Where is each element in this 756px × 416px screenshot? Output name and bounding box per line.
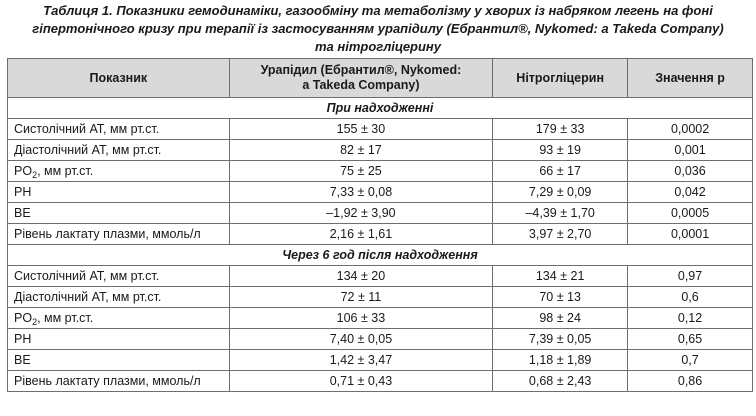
- nitroglycerin-cell: 0,68 ± 2,43: [493, 371, 628, 392]
- p-value-cell: 0,0005: [628, 203, 753, 224]
- table-row: [8, 161, 753, 182]
- section-row: [8, 98, 753, 119]
- section-row: [8, 245, 753, 266]
- header-nitroglycerin: Нітрогліцерин: [493, 59, 628, 98]
- urapidil-cell: –1,92 ± 3,90: [229, 203, 493, 224]
- header-row: [8, 59, 753, 98]
- table-row: [8, 224, 753, 245]
- nitroglycerin-cell: 1,18 ± 1,89: [493, 350, 628, 371]
- nitroglycerin-cell: 179 ± 33: [493, 119, 628, 140]
- p-value-cell: 0,6: [628, 287, 753, 308]
- nitroglycerin-cell: 98 ± 24: [493, 308, 628, 329]
- table-row: [8, 203, 753, 224]
- urapidil-cell: 0,71 ± 0,43: [229, 371, 493, 392]
- p-value-cell: 0,0001: [628, 224, 753, 245]
- urapidil-cell: 155 ± 30: [229, 119, 493, 140]
- nitroglycerin-cell: 3,97 ± 2,70: [493, 224, 628, 245]
- table-row: [8, 329, 753, 350]
- table-row: [8, 350, 753, 371]
- table-row: [8, 266, 753, 287]
- urapidil-cell: 82 ± 17: [229, 140, 493, 161]
- indicator-cell: PH: [8, 182, 230, 203]
- table-row: [8, 287, 753, 308]
- urapidil-cell: 75 ± 25: [229, 161, 493, 182]
- section-title: При надходженні: [8, 98, 753, 119]
- indicator-cell: $PO_2$, мм рт.ст.: [8, 308, 230, 329]
- table-body: [8, 98, 753, 392]
- header-indicator: Показник: [8, 59, 230, 98]
- urapidil-cell: 134 ± 20: [229, 266, 493, 287]
- nitroglycerin-cell: 7,39 ± 0,05: [493, 329, 628, 350]
- caption-line-1: Таблиця 1. Показники гемодинаміки, газообміну та метаболізму у хворих із набряком легень на фоні: [43, 3, 713, 18]
- table-row: [8, 119, 753, 140]
- header-urapidil-line-2: a Takeda Company): [302, 78, 420, 92]
- p-value-cell: 0,12: [628, 308, 753, 329]
- p-value-cell: 0,042: [628, 182, 753, 203]
- p-value-cell: 0,65: [628, 329, 753, 350]
- urapidil-cell: 72 ± 11: [229, 287, 493, 308]
- indicator-cell: Діастолічний АТ, мм рт.ст.: [8, 287, 230, 308]
- indicator-cell: BE: [8, 203, 230, 224]
- nitroglycerin-cell: 93 ± 19: [493, 140, 628, 161]
- indicator-cell: Рівень лактату плазми, ммоль/л: [8, 371, 230, 392]
- indicator-cell: Систолічний АТ, мм рт.ст.: [8, 266, 230, 287]
- nitroglycerin-cell: 66 ± 17: [493, 161, 628, 182]
- nitroglycerin-cell: 134 ± 21: [493, 266, 628, 287]
- urapidil-cell: 106 ± 33: [229, 308, 493, 329]
- indicator-cell: Систолічний АТ, мм рт.ст.: [8, 119, 230, 140]
- table-row: [8, 371, 753, 392]
- nitroglycerin-cell: –4,39 ± 1,70: [493, 203, 628, 224]
- indicator-cell: $PO_2$, мм рт.ст.: [8, 161, 230, 182]
- section-title: Через 6 год після надходження: [8, 245, 753, 266]
- p-value-cell: 0,001: [628, 140, 753, 161]
- p-value-cell: 0,0002: [628, 119, 753, 140]
- urapidil-cell: 1,42 ± 3,47: [229, 350, 493, 371]
- indicator-cell: PH: [8, 329, 230, 350]
- p-value-cell: 0,97: [628, 266, 753, 287]
- data-table: [7, 58, 753, 392]
- indicator-cell: BE: [8, 350, 230, 371]
- table-caption: [0, 0, 756, 58]
- table-row: [8, 182, 753, 203]
- urapidil-cell: 7,33 ± 0,08: [229, 182, 493, 203]
- nitroglycerin-cell: 70 ± 13: [493, 287, 628, 308]
- header-p-value: Значення р: [628, 59, 753, 98]
- header-urapidil-line-1: Урапідил (Ебрантил®, Nykomed:: [260, 63, 462, 77]
- indicator-cell: Діастолічний АТ, мм рт.ст.: [8, 140, 230, 161]
- urapidil-cell: 7,40 ± 0,05: [229, 329, 493, 350]
- header-urapidil: [229, 59, 493, 98]
- p-value-cell: 0,036: [628, 161, 753, 182]
- urapidil-cell: 2,16 ± 1,61: [229, 224, 493, 245]
- table-row: [8, 308, 753, 329]
- caption-line-2: гіпертонічного кризу при терапії із застосуванням урапідилу (Ебрантил®, Nykomed: a Takeda Company): [32, 21, 724, 36]
- indicator-cell: Рівень лактату плазми, ммоль/л: [8, 224, 230, 245]
- table-row: [8, 140, 753, 161]
- p-value-cell: 0,86: [628, 371, 753, 392]
- p-value-cell: 0,7: [628, 350, 753, 371]
- nitroglycerin-cell: 7,29 ± 0,09: [493, 182, 628, 203]
- caption-line-3: та нітрогліцерину: [314, 39, 442, 54]
